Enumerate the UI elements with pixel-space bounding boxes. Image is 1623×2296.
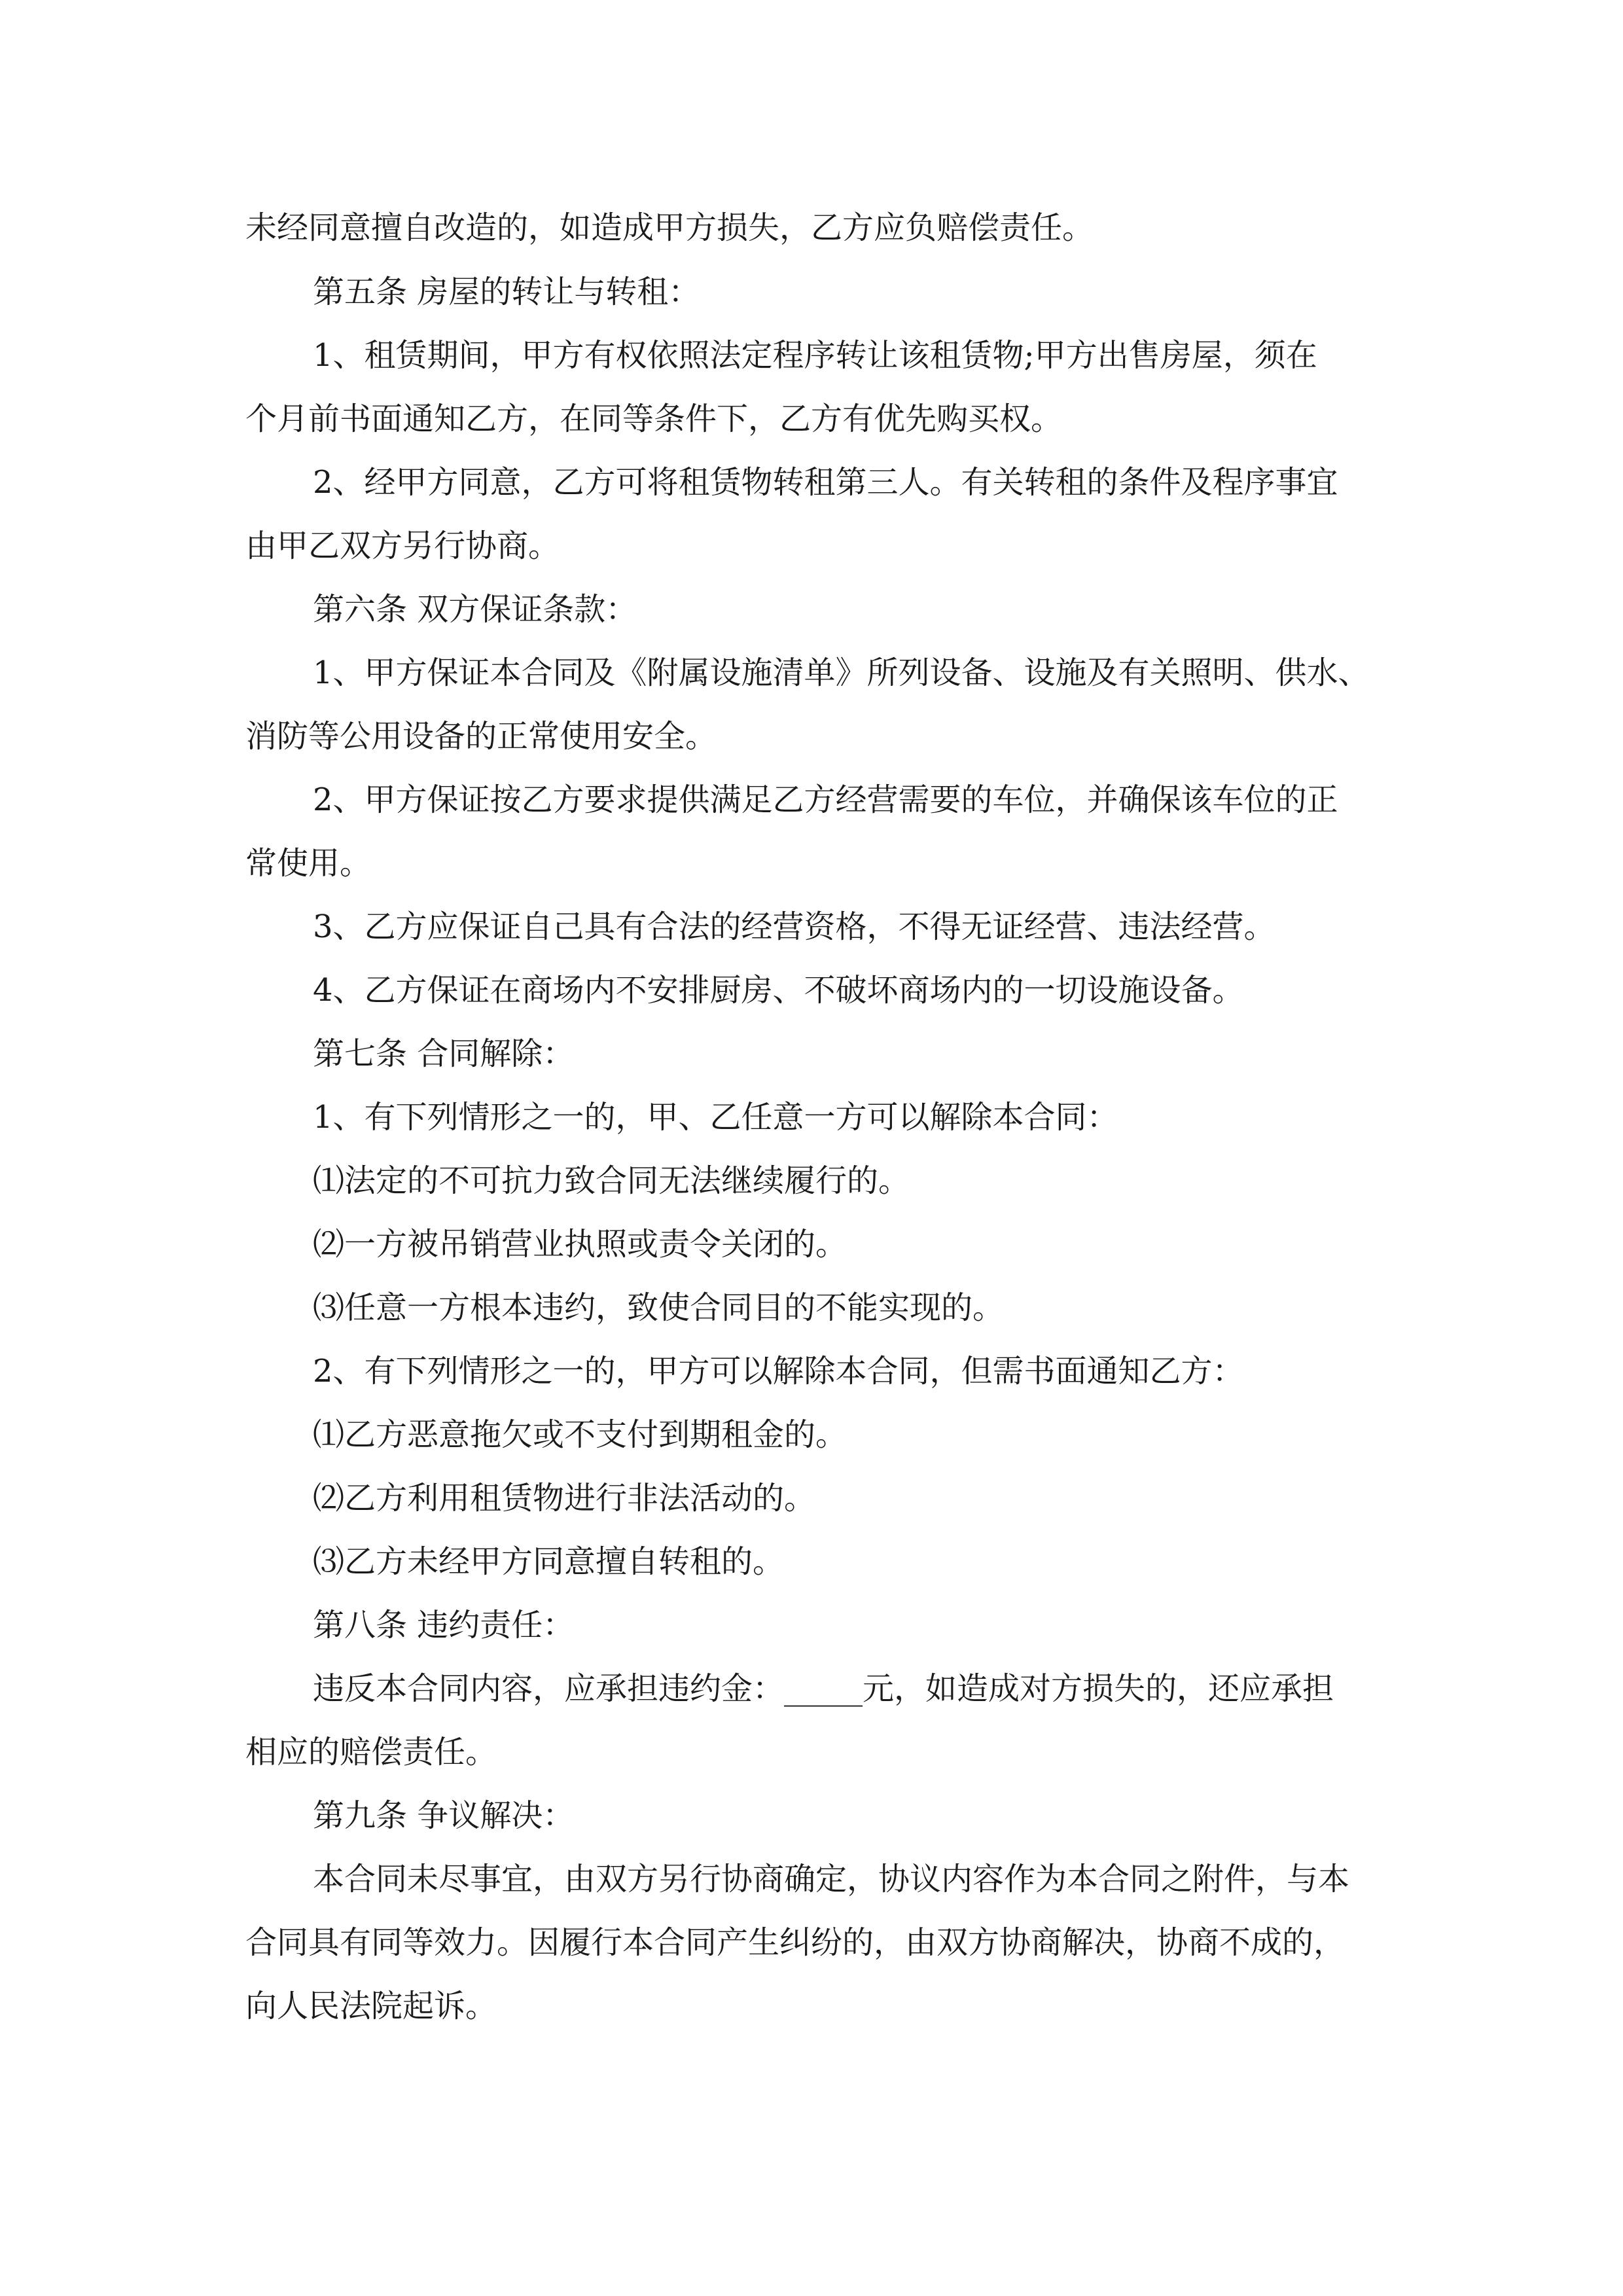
text-line: 常使用。 bbox=[245, 845, 372, 882]
text-line: 由甲乙双方另行协商。 bbox=[245, 528, 560, 564]
text-line: 未经同意擅自改造的，如造成甲方损失，乙方应负赔偿责任。 bbox=[245, 209, 1094, 246]
list-item: ⑵乙方利用租赁物进行非法活动的。 bbox=[313, 1480, 816, 1516]
text-line: 违反本合同内容，应承担违约金：_____元，如造成对方损失的，还应承担 bbox=[313, 1670, 1334, 1707]
text-line: 2、甲方保证按乙方要求提供满足乙方经营需要的车位，并确保该车位的正 bbox=[313, 781, 1338, 818]
text-line: 1、租赁期间，甲方有权依照法定程序转让该租赁物;甲方出售房屋，须在 bbox=[313, 337, 1317, 374]
list-item: ⑴法定的不可抗力致合同无法继续履行的。 bbox=[313, 1162, 910, 1199]
list-item: ⑵一方被吊销营业执照或责令关闭的。 bbox=[313, 1226, 847, 1263]
list-item: ⑶乙方未经甲方同意擅自转租的。 bbox=[313, 1543, 785, 1580]
text-line: 2、有下列情形之一的，甲方可以解除本合同，但需书面通知乙方： bbox=[313, 1353, 1244, 1390]
text-line: 个月前书面通知乙方，在同等条件下，乙方有优先购买权。 bbox=[245, 401, 1063, 437]
list-item: ⑴乙方恶意拖欠或不支付到期租金的。 bbox=[313, 1416, 847, 1453]
article-heading: 第六条 双方保证条款： bbox=[313, 591, 637, 628]
text-line: 2、经甲方同意，乙方可将租赁物转租第三人。有关转租的条件及程序事宜 bbox=[313, 464, 1338, 501]
text-line: 向人民法院起诉。 bbox=[245, 1988, 497, 2024]
text-line: 4、乙方保证在商场内不安排厨房、不破坏商场内的一切设施设备。 bbox=[313, 972, 1244, 1009]
article-heading: 第九条 争议解决： bbox=[313, 1797, 575, 1834]
text-line: 合同具有同等效力。因履行本合同产生纠纷的，由双方协商解决，协商不成的， bbox=[245, 1924, 1346, 1961]
article-heading: 第七条 合同解除： bbox=[313, 1035, 575, 1072]
text-line: 相应的赔偿责任。 bbox=[245, 1734, 497, 1770]
text-line: 3、乙方应保证自己具有合法的经营资格，不得无证经营、违法经营。 bbox=[313, 908, 1275, 945]
text-line: 1、有下列情形之一的，甲、乙任意一方可以解除本合同： bbox=[313, 1099, 1118, 1136]
list-item: ⑶任意一方根本违约，致使合同目的不能实现的。 bbox=[313, 1289, 1005, 1326]
article-heading: 第八条 违约责任： bbox=[313, 1607, 575, 1643]
text-line: 消防等公用设备的正常使用安全。 bbox=[245, 718, 717, 755]
text-line: 本合同未尽事宜，由双方另行协商确定，协议内容作为本合同之附件，与本 bbox=[313, 1861, 1350, 1897]
text-line: 1、甲方保证本合同及《附属设施清单》所列设备、设施及有关照明、供水、 bbox=[313, 655, 1370, 691]
article-heading: 第五条 房屋的转让与转租： bbox=[313, 274, 700, 310]
